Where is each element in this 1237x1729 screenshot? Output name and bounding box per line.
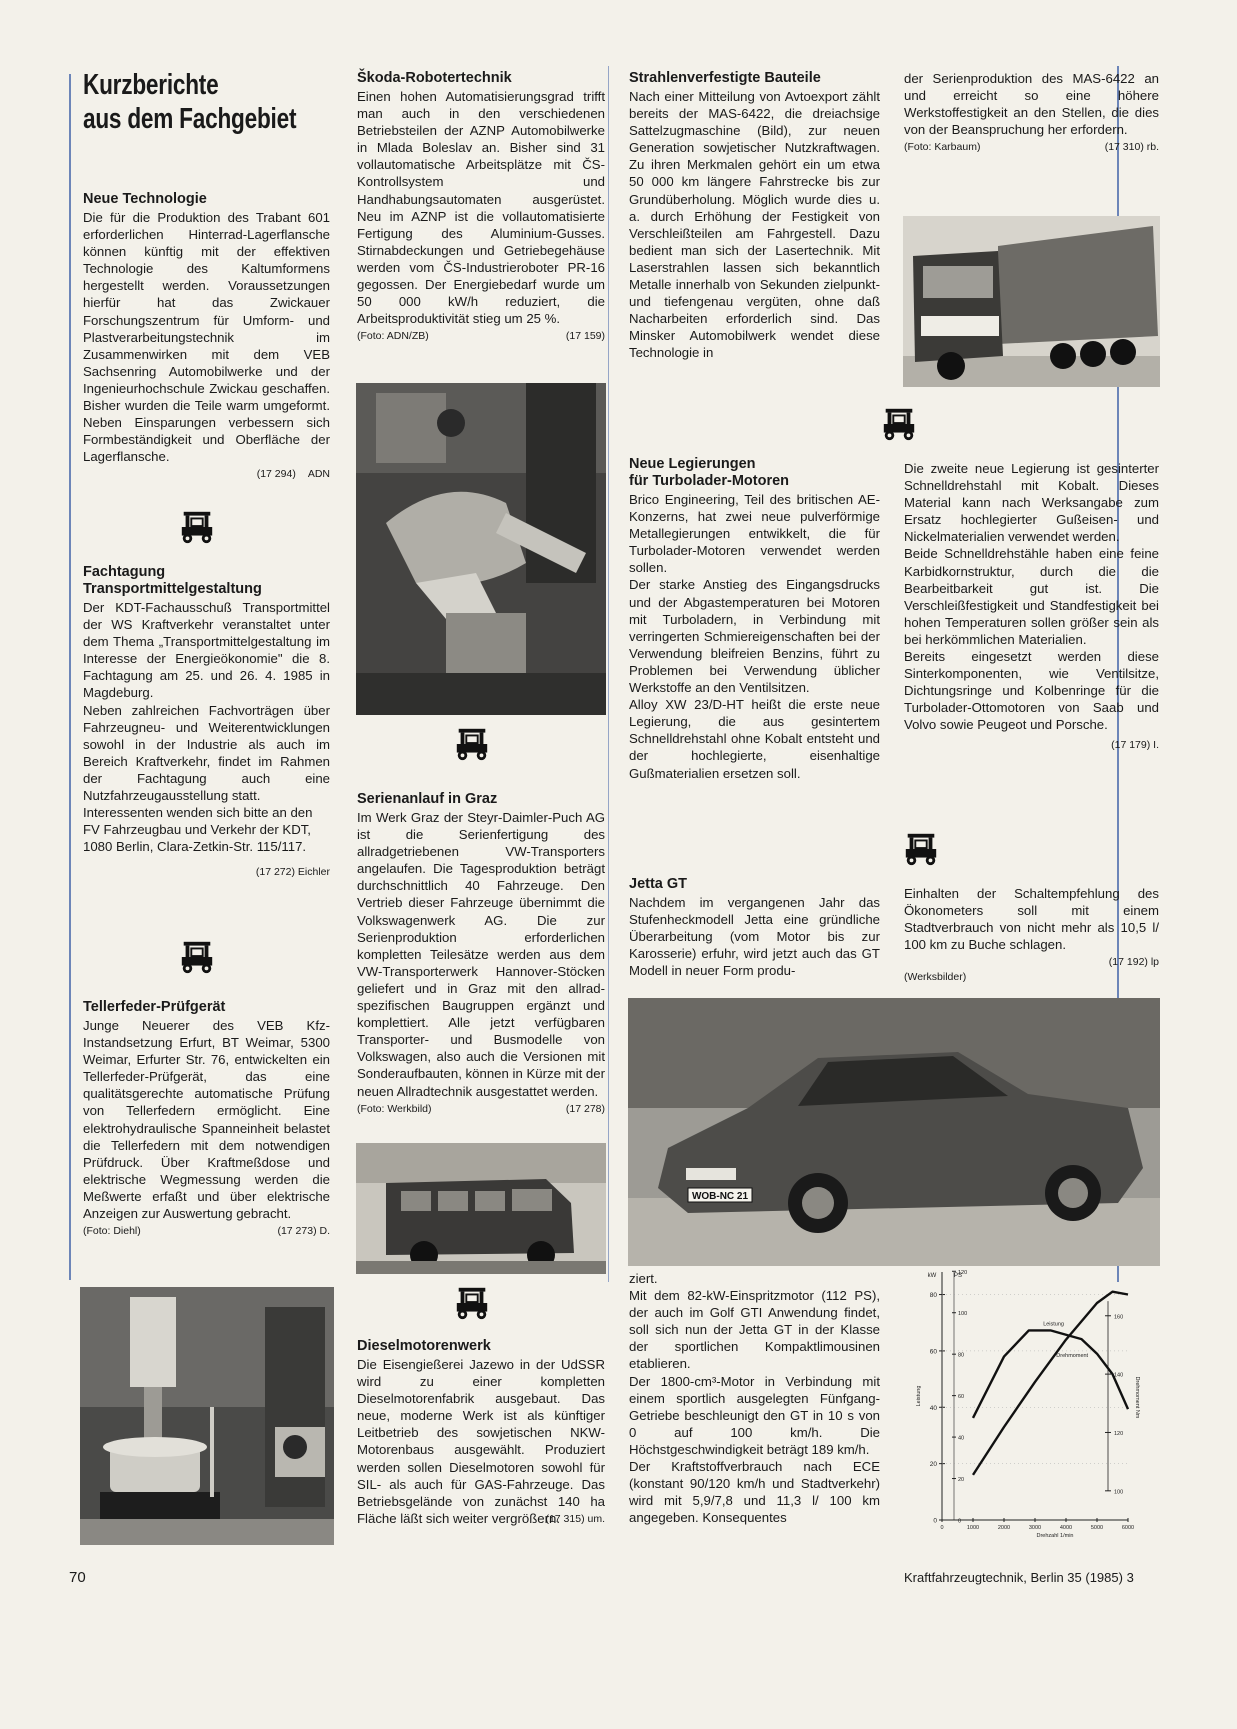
vintage-car-icon (178, 938, 216, 976)
x-axis-label: Drehzahl 1/min (1036, 1533, 1074, 1539)
article-ref: (17 272) Eichler (255, 866, 330, 879)
kw-tick-label: 80 (929, 1292, 937, 1300)
article-body: Die zweite neue Legierung ist gesinterter Schnelldrehstahl mit Kobalt. Dieses Material kann nach Werksangabe zum Ersatz hochlegierter Gußeisen- und Nickelmaterialien verwendet werden. (904, 461, 1159, 545)
article-strahlen-cont (904, 70, 1159, 154)
series-label-leistung: Leistung (1043, 1321, 1064, 1328)
article-graz (357, 791, 605, 1116)
article-meta (904, 738, 1159, 752)
heading-line1: Neue Legierungen (629, 456, 756, 472)
page-number: 70 (69, 1569, 86, 1586)
article-ref: (17 294) (256, 468, 296, 481)
article-body: Der KDT-Fachausschuß Transportmittel der WS Kraftverkehr veranstaltet unter dem Thema „Transportmittelgestaltung im Interesse der Energieökonomie" die 8. Fachtagung am 25. und 26. 4. 1985 in Magdeburg. (83, 600, 330, 701)
article-body: Bereits eingesetzt werden diese Sinterkomponenten, wie Ventilsitze, Dichtungsringe und Kolbenringe für die Turbolader-Ottomotoren von Saab und Volvo sowie Peugeot und Porsche. (904, 649, 1159, 733)
article-ref: (17 310) rb. (1104, 141, 1159, 154)
article-body: Alloy XW 23/D-HT heißt die erste neue Legierung, die aus gesintertem Schnelldrehstahl ohne Kobalt entsteht und der hochlegierte, eisenhaltige Gußmaterialien ersetzen soll. (629, 697, 880, 781)
article-meta (904, 955, 1159, 969)
jetta-gt-photo (628, 998, 1160, 1266)
article-legierungen (629, 456, 880, 782)
heading-line1: Fachtagung (83, 564, 166, 580)
nm-tick-label: 100 (1114, 1489, 1124, 1496)
skoda-robot-photo-graphic (356, 383, 606, 715)
tellerfeder-photo (80, 1287, 334, 1545)
kw-tick-label: 40 (929, 1404, 937, 1412)
section-title-line1: Kurzberichte (83, 69, 219, 101)
x-tick-label: 1000 (966, 1525, 980, 1531)
article-meta (83, 1224, 330, 1238)
article-heading: Tellerfeder-Prüfgerät (83, 999, 226, 1015)
series-label-drehmoment: Drehmoment (1056, 1353, 1089, 1360)
article-body: Einhalten der Schaltempfehlung des Ökonometers soll mit einem Stadtverbrauch von nicht mehr als 10,5 l/ 100 km zu Buche schlagen. (904, 886, 1159, 953)
article-meta (357, 1102, 605, 1116)
vintage-car-icon (453, 725, 491, 763)
article-jetta (629, 876, 880, 979)
article-jetta-bottom (629, 1270, 880, 1526)
article-body: Neben zahlreichen Fachvorträgen über Fahrzeugneu- und Weiterentwicklungen sowohl in der Industrie als auch im Bereich Kraftverkehr, findet im Rahmen der Fachtagung auch eine Nutzfahrzeugausstellung statt. (83, 702, 330, 804)
article-heading (83, 564, 330, 598)
column-rule-mid (608, 66, 609, 1282)
unit-kw: kW (927, 1273, 937, 1279)
article-strahlen (629, 70, 880, 362)
article-body: Die Eisengießerei Jazewo in der UdSSR wird zu einer kompletten Dieselmotorenfabrik ausgebaut. Das neue, moderne Werk ist als künftiger Leitbetrieb des sowjetischen NKW-Motorenbaus ausgewählt. Produziert werden sollen Dieselmotoren sowohl für SIL- als auch für GAS-Fahrzeuge. Das Betriebsgelände von zunächst 140 ha Fläche läßt sich weiter vergrößern. (357, 1357, 605, 1526)
article-body: Der 1800-cm³-Motor in Verbindung mit einem sportlich ausgelegten Fünfgang-Getriebe beschleunigt den GT in 10 s von 0 auf 100 km/h. Die Höchstgeschwindigkeit beträgt 189 km/h. (629, 1373, 880, 1457)
article-body: Mit dem 82-kW-Einspritzmotor (112 PS), der auch im Golf GTI Anwendung findet, soll sich nun der Jetta GT in der Klasse der sportlichen Kompaktlimousinen etablieren. (629, 1288, 880, 1372)
article-ref: (17 278) (565, 1102, 605, 1115)
tellerfeder-photo-graphic (80, 1287, 334, 1545)
engine-performance-chart (900, 1258, 1170, 1548)
ps-tick-label: 80 (958, 1352, 965, 1359)
vintage-car-icon (902, 830, 940, 868)
license-plate: WOB-NC 21 (691, 1191, 749, 1202)
y-axis-label-left: Leistung (916, 1385, 922, 1407)
photo-credit: (Werksbilder) (904, 971, 967, 984)
article-ref: (17 179) I. (1111, 738, 1159, 751)
article-body: Die für die Produktion des Trabant 601 erforderlichen Hinterrad-Lagerflansche können künftig mit der effektiven Technologie des Kaltumformens hergestellt werden. Voraussetzungen hierfür hat das Zwickauer Forschungszentrum für Umform- und Plastverarbeitungstechnik im Zusammenwirken mit dem VEB Sachsenring Automobilwerke und der Ingenieurhochschule Zwickau geschaffen. Bisher wurden die Teile warm umgeformt. Neben Einsparungen verbessern sich Formbeständigkeit und Oberfläche der Lagerflansche. (83, 210, 330, 465)
margin-rule-left (69, 74, 71, 1280)
article-body: der Serienproduktion des MAS-6422 an und erreicht so eine höhere Werkstoffestigkeit an den Stellen, die dies von der Beanspruchung her erfordern. (904, 71, 1159, 138)
mas-truck-photo-graphic (903, 216, 1160, 387)
x-tick-label: 5000 (1090, 1525, 1104, 1531)
article-legierungen-cont (904, 460, 1159, 752)
article-heading (629, 456, 880, 490)
kw-tick-label: 20 (929, 1461, 937, 1469)
mas-truck-photo (903, 216, 1160, 387)
photo-credit: (Foto: Karbaum) (904, 141, 981, 154)
article-diesel (357, 1338, 605, 1526)
x-tick-label: 0 (940, 1525, 944, 1531)
ps-tick-label: 20 (958, 1477, 965, 1484)
photo-credit: (Foto: ADN/ZB) (357, 330, 429, 343)
jetta-gt-photo-graphic (628, 998, 1160, 1266)
article-meta (357, 329, 605, 343)
vintage-car-icon (178, 508, 216, 546)
nm-tick-label: 120 (1114, 1430, 1124, 1437)
ps-tick-label: 0 (958, 1518, 962, 1525)
article-tellerfeder (83, 999, 330, 1238)
article-meta (83, 865, 330, 879)
y-axis-label-right: Drehmoment Nm (1134, 1376, 1140, 1419)
nm-tick-label: 140 (1114, 1372, 1124, 1379)
ps-tick-label: 120 (958, 1269, 968, 1276)
unit-ps: PS (953, 1273, 963, 1279)
photo-credit: (Foto: Diehl) (83, 1225, 141, 1238)
series-line-leistung (973, 1292, 1128, 1475)
article-author: ADN (307, 468, 330, 481)
article-body: Nachdem im vergangenen Jahr das Stufenheckmodell Jetta eine gründliche Überarbeitung (vom Motor bis zur Karosserie) erfuhr, wird jetzt auch das GT Modell in neuer Form produ- (629, 895, 880, 979)
heading-line2: Transportmittelgestaltung (83, 581, 262, 597)
vw-transporter-photo (356, 1143, 606, 1274)
article-skoda (357, 70, 605, 343)
article-meta (904, 970, 1159, 984)
vw-transporter-photo-graphic (356, 1143, 606, 1274)
article-ref: (17 315) um. (545, 1512, 605, 1525)
article-body: Junge Neuerer des VEB Kfz-Instandsetzung Erfurt, BT Weimar, 5300 Weimar, Erfurter Str. 76, entwickelten ein Tellerfeder-Prüfgerät, das eine qualitätsgerechte automatische Prüfung von Tellerfedern ermöglicht. Eine elektrohydraulische Spanneinheit belastet die Tellerfedern mit dem notwendigen Prüfdruck. Über Kraftmeßdose und elektrische Wegmessung werden die Meßwerte erfaßt und über elektrische Anzeigen zur Auswertung gebracht. (83, 1018, 330, 1222)
vintage-car-icon (880, 405, 918, 443)
article-heading: Dieselmotorenwerk (357, 1338, 491, 1354)
article-body: Nach einer Mitteilung von Avtoexport zählt bereits der MAS-6422, die dreiachsige Sattelzugmaschine (Bild), zur neuen Generation sowjetischer Nutzkraftwagen. Zu ihren Merkmalen gehört ein um etwa 50 000 km längere Fahrstrecke bis zur Grundüberholung. Möglich wurde dies u. a. durch Erhöhung der Festigkeit von Verschleißteilen am Fahrgestell. Dazu bedient man sich der Lasertechnik. Mit Laserstrahlen lassen sich bekanntlich Metalle innerhalb von Sekunden zielpunkt- und tiefengenau vergüten, ohne daß Nacharbeiten erforderlich sind. Das Minsker Automobilwerk wendet diese Technologie in (629, 89, 880, 361)
article-body: Im Werk Graz der Steyr-Daimler-Puch AG ist die Serienfertigung des allradgetriebenen VW-Transporters angelaufen. Die Tagesproduktion beträgt durchschnittlich 40 Fahrzeuge. Den Vertrieb dieser Fahrzeuge übernimmt die Volkswagenwerk AG. Die zur Serienproduktion erforderlichen kompletten Teilesätze werden aus dem VW-Transporterwerk Hannover-Stöcken geliefert und in Graz mit den allrad-spezifischen Baugruppen ergänzt und komplettiert. Alle jetzt verfügbaren Transporter- und Busmodelle von Volkswagen, also auch die Versionen mit Sonderaufbauten, können in Kürze mit der neuen Allradtechnik ausgestattet werden. (357, 810, 605, 1099)
kw-tick-label: 60 (929, 1348, 937, 1356)
article-fachtagung (83, 564, 330, 879)
photo-credit: (Foto: Werkbild) (357, 1102, 432, 1115)
article-heading: Škoda-Robotertechnik (357, 70, 512, 86)
article-heading: Jetta GT (629, 876, 688, 892)
x-tick-label: 3000 (1028, 1525, 1042, 1531)
kw-tick-label: 0 (933, 1517, 937, 1525)
article-heading: Neue Technologie (83, 191, 207, 207)
series-line-drehmoment (973, 1330, 1128, 1418)
x-tick-label: 6000 (1121, 1525, 1135, 1531)
article-body: Der starke Anstieg des Eingangsdrucks und der Abgastemperaturen bei Motoren mit Turboladern, in Verbindung mit verringerten Schmiereigenschaften bei der Verwendung bleifreien Benzins, führt zu Problemen bei Verwendung üblicher Werkstoffe an den Ventilsitzen. (629, 577, 880, 696)
article-body: Beide Schnelldrehstähle haben eine feine Karbidkornstruktur, durch die die Bearbeitbarkeit gut ist. Die Verschleißfestigkeit und Standfestigkeit bei hohen Temperaturen sollen größer sein als bei herkömmlichen Materialien. (904, 546, 1159, 647)
article-body: Der Kraftstoffverbrauch nach ECE (konstant 90/120 km/h und Stadtverkehr) wird mit 5,9/7,8 und 11,3 l/ 100 km angegeben. Konsequentes (629, 1459, 880, 1526)
article-jetta-cont (904, 885, 1159, 984)
article-ref: (17 159) (565, 330, 605, 343)
x-tick-label: 2000 (997, 1525, 1011, 1531)
article-body: ziert. (629, 1271, 658, 1286)
article-body: Einen hohen Automatisierungsgrad trifft man auch in den verschiedenen Betriebsteilen der AZNP Automobilwerke in Mlada Boleslav an. Bisher sind 31 vollautomatische Arbeitsplätze mit ČS-Kontrollsystem und Handhabungsautomaten ausgerüstet. Neu im AZNP ist die vollautomatisierte Fertigung des Aluminium-Gusses. Stirnabdeckungen und Getriebegehäuse werden vom ČS-Industrieroboter PR-16 gegossen. Der Energiebedarf wurde um 50 000 kW/h reduziert, die Arbeitsproduktivität stieg um 25 %. (357, 89, 605, 327)
article-ref: (17 192) lp (1108, 956, 1159, 969)
vintage-car-icon (453, 1284, 491, 1322)
ps-tick-label: 60 (958, 1394, 965, 1401)
column-1 (83, 66, 330, 136)
article-body: Brico Engineering, Teil des britischen AE-Konzerns, hat zwei neue pulverförmige Metallegierungen entwikkelt, die für Turbolader-Motoren verwendet werden sollen. (629, 492, 880, 576)
skoda-robot-photo (356, 383, 606, 715)
ps-tick-label: 100 (958, 1311, 968, 1318)
x-tick-label: 4000 (1059, 1525, 1073, 1531)
article-meta (83, 467, 330, 481)
article-neue-technologie (83, 191, 330, 481)
article-meta (904, 140, 1159, 154)
article-ref: (17 273) D. (277, 1225, 330, 1238)
article-heading: Serienanlauf in Graz (357, 791, 498, 807)
ps-tick-label: 40 (958, 1435, 965, 1442)
journal-reference: Kraftfahrzeugtechnik, Berlin 35 (1985) 3 (904, 1570, 1134, 1585)
article-body: Interessenten wenden sich bitte an den FV Fahrzeugbau und Verkehr der KDT, 1080 Berlin, Clara-Zetkin-Str. 115/117. (83, 805, 313, 855)
nm-tick-label: 160 (1114, 1314, 1124, 1321)
section-title-line2: aus dem Fachgebiet (83, 103, 297, 135)
heading-line2: für Turbolader-Motoren (629, 473, 790, 489)
article-heading: Strahlenverfestigte Bauteile (629, 70, 821, 86)
